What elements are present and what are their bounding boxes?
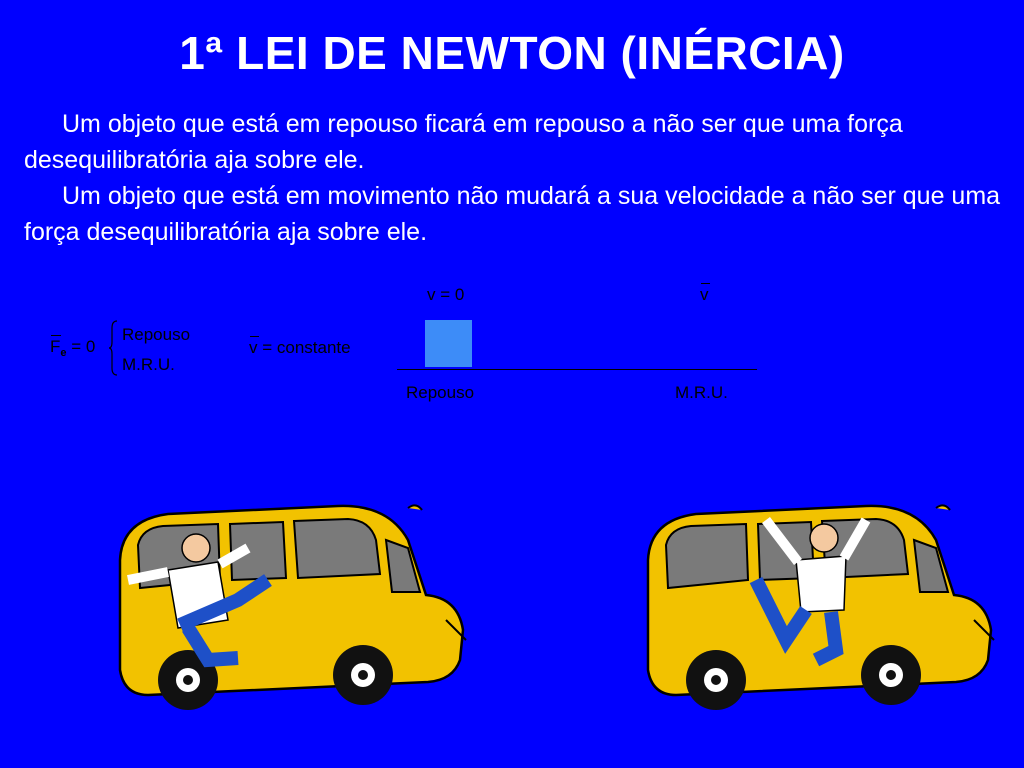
bus-illustration-left bbox=[108, 500, 473, 725]
force-equation bbox=[50, 337, 95, 357]
motion-velocity-symbol: v bbox=[700, 285, 709, 304]
velocity-equation bbox=[249, 338, 351, 358]
option-repouso: Repouso bbox=[122, 325, 191, 344]
paragraph-rest bbox=[24, 106, 1004, 178]
velocity-symbol: v bbox=[249, 338, 258, 357]
velocity-constant-text: = constante bbox=[262, 338, 351, 357]
option-mru: M.R.U. bbox=[122, 355, 175, 374]
motion-velocity-label bbox=[700, 285, 709, 305]
resting-block bbox=[425, 320, 472, 367]
ground-line bbox=[397, 369, 757, 370]
rest-label: Repouso bbox=[406, 383, 475, 402]
force-subscript: e bbox=[60, 347, 67, 359]
force-equals-zero: = 0 bbox=[71, 337, 96, 356]
force-symbol: F bbox=[50, 337, 61, 356]
paragraph-rest-text: Um objeto que está em repouso ficará em repouso a não ser que uma força desequilibratória aja sobre ele. bbox=[24, 110, 903, 174]
slide-title: 1ª LEI DE NEWTON (INÉRCIA) bbox=[179, 27, 845, 79]
paragraph-motion bbox=[24, 178, 1004, 250]
bus-illustration-right bbox=[636, 500, 1001, 725]
brace-icon bbox=[108, 320, 118, 376]
paragraph-motion-text: Um objeto que está em movimento não mudará a sua velocidade a não ser que uma força desequilibratória aja sobre ele. bbox=[24, 182, 1001, 246]
motion-label: M.R.U. bbox=[675, 383, 728, 402]
rest-velocity-label: v = 0 bbox=[427, 285, 465, 304]
